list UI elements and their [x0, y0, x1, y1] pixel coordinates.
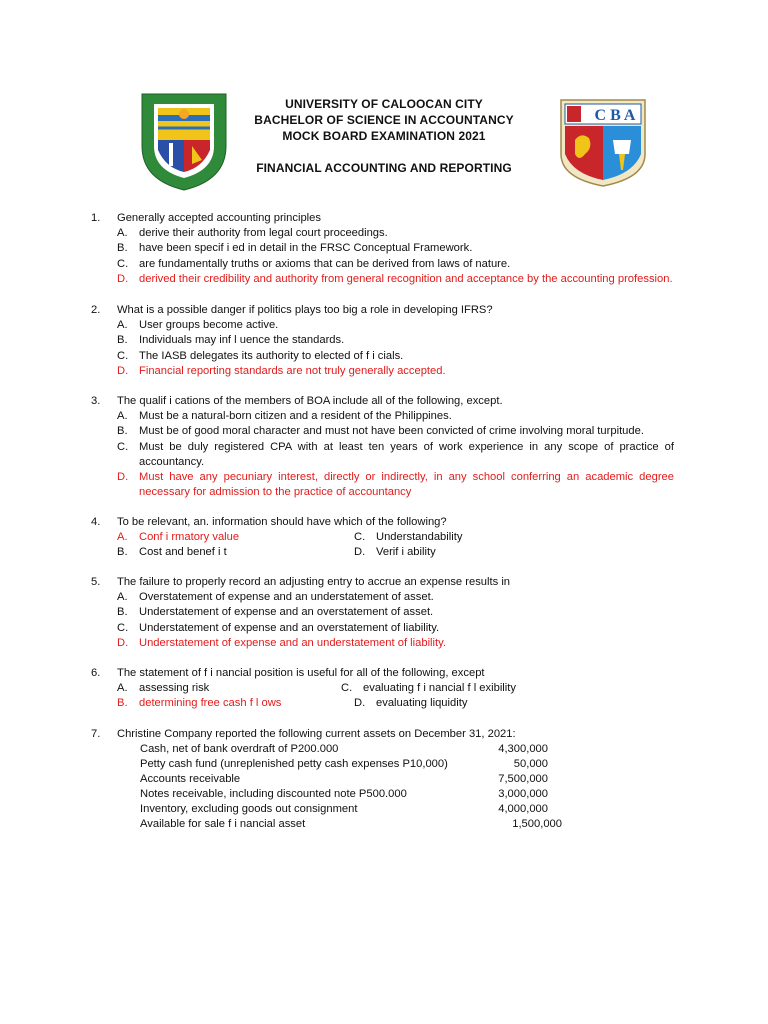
- ledger-row: [0, 772, 768, 787]
- option-b: [0, 241, 768, 256]
- option-letter: B.: [117, 242, 128, 255]
- option-text: Must have any pecuniary interest, directly or indirectly, in any school conferring an academic degree necessary for admission to the practice of accountancy: [139, 471, 674, 499]
- option-letter: D.: [117, 471, 129, 484]
- question-2: [0, 303, 768, 380]
- ledger-desc: Available for sale f i nancial asset: [140, 818, 306, 830]
- options-row-1: [0, 530, 768, 545]
- option-letter: C.: [117, 440, 129, 453]
- option-c: [0, 349, 768, 364]
- option-letter: C.: [117, 349, 129, 362]
- option-text: User groups become active.: [139, 319, 279, 331]
- option-a-letter: A.: [117, 531, 128, 543]
- option-a: [0, 590, 768, 605]
- ledger-amount: 50,000: [513, 758, 548, 770]
- ledger-row: [0, 787, 768, 802]
- program-name: BACHELOR OF SCIENCE IN ACCOUNTANCY: [254, 113, 514, 127]
- ledger-amount: 4,000,000: [498, 803, 548, 815]
- option-letter: C.: [117, 621, 129, 634]
- ledger-desc: Petty cash fund (unreplenished petty cash expenses P10,000): [140, 758, 448, 770]
- option-letter: D.: [117, 273, 129, 286]
- option-b: [0, 605, 768, 620]
- option-letter: D.: [117, 365, 129, 378]
- option-letter: D.: [117, 637, 129, 650]
- option-d-letter: D.: [354, 697, 366, 710]
- ledger-row: [0, 817, 768, 832]
- options-row-2: [0, 696, 768, 711]
- question-number: 7.: [91, 728, 101, 740]
- options-row-2: [0, 545, 768, 560]
- option-b-text-answer: determining free cash f l ows: [139, 697, 282, 710]
- ledger-desc: Inventory, excluding goods out consignment: [140, 803, 358, 815]
- university-name: UNIVERSITY OF CALOOCAN CITY: [285, 97, 483, 111]
- option-b: [0, 333, 768, 348]
- question-text: To be relevant, an. information should have which of the following?: [117, 516, 447, 528]
- question-7: [0, 727, 768, 832]
- question-number: 4.: [91, 516, 101, 528]
- options-row-1: [0, 681, 768, 696]
- question-number: 1.: [91, 212, 101, 224]
- option-b-letter: B.: [117, 697, 128, 710]
- option-text: Understatement of expense and an overstatement of asset.: [139, 606, 434, 619]
- question-text: The qualif i cations of the members of BOA include all of the following, except.: [117, 395, 503, 407]
- option-a-letter: A.: [117, 682, 128, 694]
- ledger-desc: Notes receivable, including discounted note P500.000: [140, 788, 407, 800]
- ledger-desc: Cash, net of bank overdraft of P200.000: [140, 743, 339, 755]
- option-text: The IASB delegates its authority to elected of f i cials.: [139, 349, 404, 362]
- option-letter: B.: [117, 334, 128, 347]
- ledger-amount: 3,000,000: [498, 788, 548, 800]
- ledger-amount: 7,500,000: [498, 773, 548, 785]
- option-c: [0, 440, 768, 470]
- ledger-desc: Accounts receivable: [140, 773, 241, 785]
- option-text: Understatement of expense and an understatement of liability.: [139, 637, 447, 650]
- ledger-amount: 4,300,000: [498, 743, 548, 755]
- svg-text:C B A: C B A: [594, 107, 636, 124]
- option-letter: C.: [117, 257, 129, 270]
- option-b-letter: B.: [117, 546, 128, 559]
- question-6: [0, 666, 768, 712]
- option-text: Must be of good moral character and must not have been convicted of crime involving moral turpitude.: [139, 425, 644, 438]
- question-text: The statement of f i nancial position is useful for all of the following, except: [117, 667, 485, 679]
- option-c-text: evaluating f i nancial f l exibility: [363, 682, 516, 694]
- option-text: have been specif i ed in detail in the FRSC Conceptual Framework.: [139, 242, 473, 255]
- option-text: Must be duly registered CPA with at least ten years of work experience in any scope of practice of accountancy.: [139, 440, 674, 468]
- option-text: Individuals may inf l uence the standards.: [139, 334, 345, 347]
- option-d-text: Verif i ability: [376, 546, 436, 559]
- question-text: Generally accepted accounting principles: [117, 212, 321, 224]
- question-1: [0, 211, 768, 288]
- option-letter: B.: [117, 606, 128, 619]
- question-text: What is a possible danger if politics plays too big a role in developing IFRS?: [117, 304, 493, 316]
- option-d-letter: D.: [354, 546, 366, 559]
- question-text: The failure to properly record an adjusting entry to accrue an expense results in: [117, 576, 511, 588]
- option-text: Overstatement of expense and an understatement of asset.: [139, 591, 434, 603]
- option-b: [0, 424, 768, 439]
- option-text: Financial reporting standards are not truly generally accepted.: [139, 365, 446, 378]
- option-letter: B.: [117, 425, 128, 438]
- option-a: [0, 226, 768, 241]
- exam-header: [0, 96, 768, 176]
- option-letter: A.: [117, 227, 128, 239]
- option-c-letter: C.: [341, 682, 353, 694]
- question-number: 2.: [91, 304, 101, 316]
- ledger-row: [0, 802, 768, 817]
- option-text: Must be a natural-born citizen and a resident of the Philippines.: [139, 410, 452, 422]
- option-a-text-answer: Conf i rmatory value: [139, 531, 240, 543]
- question-text: Christine Company reported the following current assets on December 31, 2021:: [117, 728, 516, 740]
- question-number: 5.: [91, 576, 101, 588]
- option-a-text: assessing risk: [139, 682, 210, 694]
- option-a: [0, 409, 768, 424]
- option-b-text: Cost and benef i t: [139, 546, 227, 559]
- question-4: [0, 515, 768, 561]
- option-d-answer: [0, 636, 768, 651]
- ledger-amount: 1,500,000: [512, 818, 562, 830]
- option-c: [0, 257, 768, 272]
- option-c: [0, 621, 768, 636]
- question-5: [0, 575, 768, 652]
- option-c-letter: C.: [354, 531, 366, 543]
- ledger-row: [0, 742, 768, 757]
- exam-title: MOCK BOARD EXAMINATION 2021: [282, 129, 486, 143]
- option-letter: A.: [117, 319, 128, 331]
- option-text: derive their authority from legal court proceedings.: [139, 227, 388, 239]
- option-d-text: evaluating liquidity: [376, 697, 468, 710]
- option-d-answer: [0, 364, 768, 379]
- ledger-row: [0, 757, 768, 772]
- option-text: Understatement of expense and an overstatement of liability.: [139, 621, 440, 634]
- option-letter: A.: [117, 591, 128, 603]
- option-c-text: Understandability: [376, 531, 463, 543]
- option-d-answer: [0, 470, 768, 500]
- question-number: 3.: [91, 395, 101, 407]
- option-text: are fundamentally truths or axioms that can be derived from laws of nature.: [139, 257, 511, 270]
- option-text: derived their credibility and authority from general recognition and acceptance by the accounting profession.: [139, 273, 673, 286]
- option-a: [0, 318, 768, 333]
- option-letter: A.: [117, 410, 128, 422]
- option-d-answer: [0, 272, 768, 287]
- question-3: [0, 394, 768, 501]
- subject-title: FINANCIAL ACCOUNTING AND REPORTING: [256, 161, 512, 175]
- question-number: 6.: [91, 667, 101, 679]
